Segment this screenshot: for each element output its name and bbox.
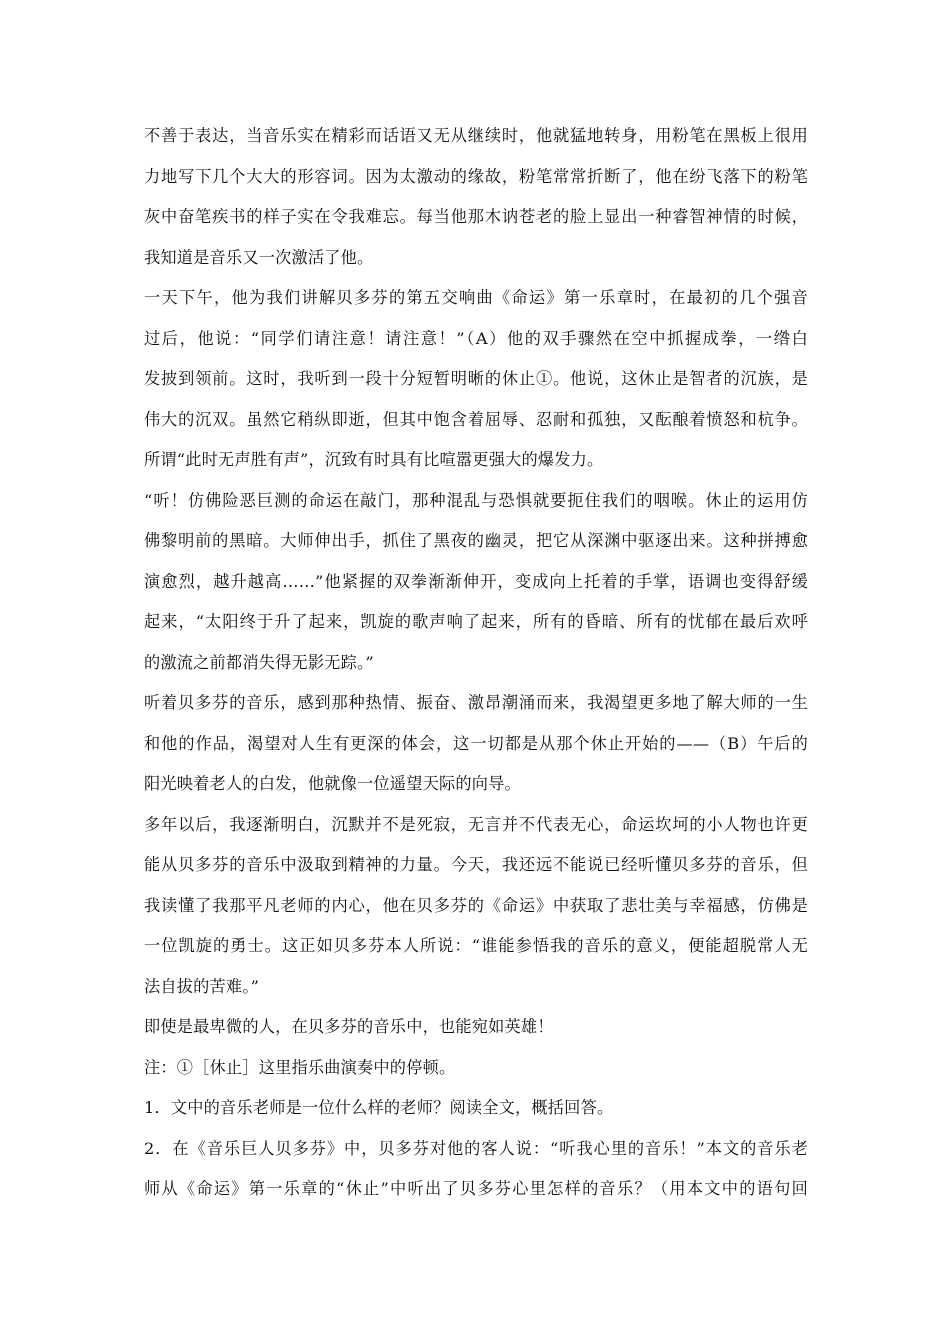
- text-line: 我读懂了我那平凡老师的内心，他在贝多芬的《命运》中获取了悲壮美与幸福感，仿佛是: [144, 895, 808, 915]
- text-line: 一位凯旋的勇士。这正如贝多芬本人所说：“谁能参悟我的音乐的意义，便能超脱常人无: [144, 936, 808, 955]
- text-line: 过后，他说：“同学们请注意！请注意！”（A）他的双手骤然在空中抓握成拳，一绺白: [144, 328, 808, 348]
- document-body: [144, 116, 808, 1210]
- text-line: 即使是最卑微的人，在贝多芬的音乐中，也能宛如英雄！: [144, 1017, 554, 1036]
- text-line: 和他的作品，渴望对人生有更深的体会，这一切都是从那个休止开始的——（B）午后的: [144, 733, 808, 753]
- question-1: 1．文中的音乐老师是一位什么样的老师？阅读全文，概括回答。: [144, 1098, 614, 1117]
- text-line: 发披到领前。这时，我听到一段十分短暂明晰的休止①。他说，这休止是智者的沉族，是: [144, 369, 808, 388]
- text-line: 的激流之前都消失得无影无踪。”: [144, 652, 374, 672]
- text-line: 佛黎明前的黑暗。大师伸出手，抓住了黑夜的幽灵，把它从深渊中驱逐出来。这种拼搏愈: [144, 531, 808, 550]
- question-2-continued: 师从《命运》第一乐章的“休止”中听出了贝多芬心里怎样的音乐？（用本文中的语句回: [144, 1179, 808, 1198]
- text-line: “听！仿佛险恶巨测的命运在敲门，那种混乱与恐惧就要扼住我们的咽喉。休止的运用仿: [144, 490, 808, 510]
- text-line: 力地写下几个大大的形容词。因为太激动的缘故，粉笔常常折断了，他在纷飞落下的粉笔: [144, 166, 808, 186]
- text-line: 起来，“太阳终于升了起来，凯旋的歌声响了起来，所有的昏暗、所有的忧郁在最后欢呼: [144, 612, 808, 631]
- text-line: 演愈烈，越升越高……”他紧握的双拳渐渐伸开，变成向上托着的手掌，语调也变得舒缓: [144, 571, 808, 591]
- text-line: 灰中奋笔疾书的样子实在令我难忘。每当他那木讷苍老的脸上显出一种睿智神情的时候，: [144, 207, 808, 226]
- text-line: 一天下午，他为我们讲解贝多芬的第五交响曲《命运》第一乐章时，在最初的几个强音: [144, 288, 808, 307]
- text-line: 法自拔的苦难。”: [144, 976, 260, 996]
- text-line: 阳光映着老人的白发，他就像一位遥望天际的向导。: [144, 774, 521, 793]
- text-line: 伟大的沉双。虽然它稍纵即逝，但其中饱含着屈辱、忍耐和孤独，又酝酿着愤怒和杭争。: [144, 409, 808, 429]
- text-line: 所谓“此时无声胜有声”，沉致有时具有比喧嚣更强大的爆发力。: [144, 450, 604, 469]
- footnote: 注：①［休止］这里指乐曲演奏中的停顿。: [144, 1057, 456, 1077]
- text-line: 能从贝多芬的音乐中汲取到精神的力量。今天，我还远不能说已经听懂贝多芬的音乐，但: [144, 855, 808, 874]
- text-line: 多年以后，我逐渐明白，沉默并不是死寂，无言并不代表无心，命运坎坷的小人物也许更: [144, 814, 808, 834]
- text-line: 不善于表达，当音乐实在精彩而话语又无从继续时，他就猛地转身，用粉笔在黑板上很用: [144, 126, 808, 145]
- text-line: 我知道是音乐又一次激活了他。: [144, 247, 374, 267]
- question-2: 2．在《音乐巨人贝多芬》中，贝多芬对他的客人说：“听我心里的音乐！”本文的音乐老: [144, 1138, 808, 1158]
- text-line: 听着贝多芬的音乐，感到那种热情、振奋、激昂潮涌而来，我渴望更多地了解大师的一生: [144, 693, 808, 712]
